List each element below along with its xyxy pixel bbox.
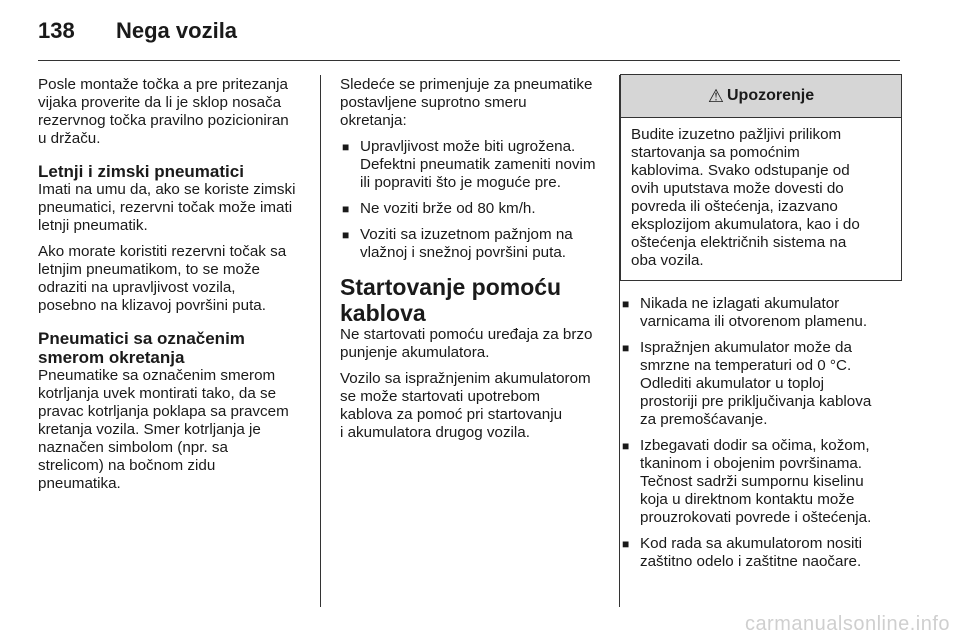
paragraph: Pneumatike sa označenim smerom kotrljanja uvek montirati tako, da se pravac kotrljanja poklapa sa pravcem kretanja vozila. Smer kotrljanja je naznačen simbolom (npr. sa strelicom) na bočnom zidu pneumatika. [38, 367, 289, 492]
list-item: ■ Izbegavati dodir sa očima, kožom, tkaninom i obojenim površinama. Tečnost sadrži sumpornu kiselinu koja u direktnom kontaktu može prouzrokovati povrede i oštećenja. [622, 437, 872, 526]
header-rule [38, 60, 900, 61]
paragraph: Imati na umu da, ako se koriste zimski pneumatici, rezervni točak može imati letnji pneumatik. [38, 181, 296, 234]
warning-box [620, 74, 902, 281]
warning-header [621, 75, 901, 118]
list-item: ■ Voziti sa izuzetnom pažnjom na vlažnoj i snežnoj površini puta. [342, 226, 573, 261]
column-left [38, 76, 304, 501]
column-right [620, 76, 902, 579]
section-heading-directional-tires: Pneumatici sa označenim smerom okretanja [38, 329, 245, 367]
column-middle [340, 76, 606, 450]
warning-triangle-icon: ⚠ [707, 86, 724, 106]
warning-title: Upozorenje [727, 87, 815, 104]
warning-text: Budite izuzetno pažljivi prilikom startovanja sa pomoćnim kablovima. Svako odstupanje od ovih uputstava može dovesti do povreda ili oštećenja, izazvano eksplozijom akumulatora, kao i do oštećenja električnih sistema na oba vozila. [631, 126, 860, 269]
bullet-square-icon: ■ [342, 228, 350, 242]
bullet-square-icon: ■ [342, 202, 350, 216]
intro-paragraph: Posle montaže točka a pre pritezanja vijaka proverite da li je sklop nosača rezervnog točka pravilno pozicioniran u držaču. [38, 76, 289, 147]
list-item: ■ Kod rada sa akumulatorom nositi zaštitno odelo i zaštitne naočare. [622, 535, 863, 570]
list-item: ■ Upravljivost može biti ugrožena. Defektni pneumatik zameniti novim ili popraviti što je moguće pre. [342, 138, 596, 191]
paragraph: Ne startovati pomoću uređaja za brzo punjenje akumulatora. [340, 326, 593, 361]
bullet-list [620, 295, 902, 571]
list-item: ■ Ne voziti brže od 80 km/h. [342, 200, 536, 217]
section-heading-summer-winter-tires: Letnji i zimski pneumatici [38, 162, 244, 181]
page-number: 138 [38, 18, 75, 43]
bullet-square-icon: ■ [622, 439, 630, 453]
bullet-square-icon: ■ [342, 140, 350, 154]
bullet-square-icon: ■ [622, 297, 630, 311]
list-item: ■ Ispražnjen akumulator može da smrzne na temperaturi od 0 °C. Odlediti akumulator u toploj prostoriji pre priključivanja kablova za premošćavanje. [622, 339, 872, 428]
bullet-list [340, 138, 606, 262]
watermark: carmanualsonline.info [744, 613, 950, 635]
page-title: Nega vozila [116, 18, 238, 43]
section-heading-jump-start: Startovanje pomoću kablova [340, 274, 562, 326]
paragraph: Ako morate koristiti rezervni točak sa letnjim pneumatikom, to se može odraziti na upravljivost vozila, posebno na klizavoj površini puta. [38, 243, 287, 314]
bullet-square-icon: ■ [622, 341, 630, 355]
paragraph: Vozilo sa ispražnjenim akumulatorom se može startovati upotrebom kablova za pomoć pri startovanju i akumulatora drugog vozila. [340, 370, 591, 441]
list-item: ■ Nikada ne izlagati akumulator varnicama ili otvorenom plamenu. [622, 295, 868, 330]
column-divider-1 [320, 75, 321, 607]
bullet-square-icon: ■ [622, 537, 630, 551]
intro-paragraph: Sledeće se primenjuje za pneumatike postavljene suprotno smeru okretanja: [340, 76, 593, 129]
